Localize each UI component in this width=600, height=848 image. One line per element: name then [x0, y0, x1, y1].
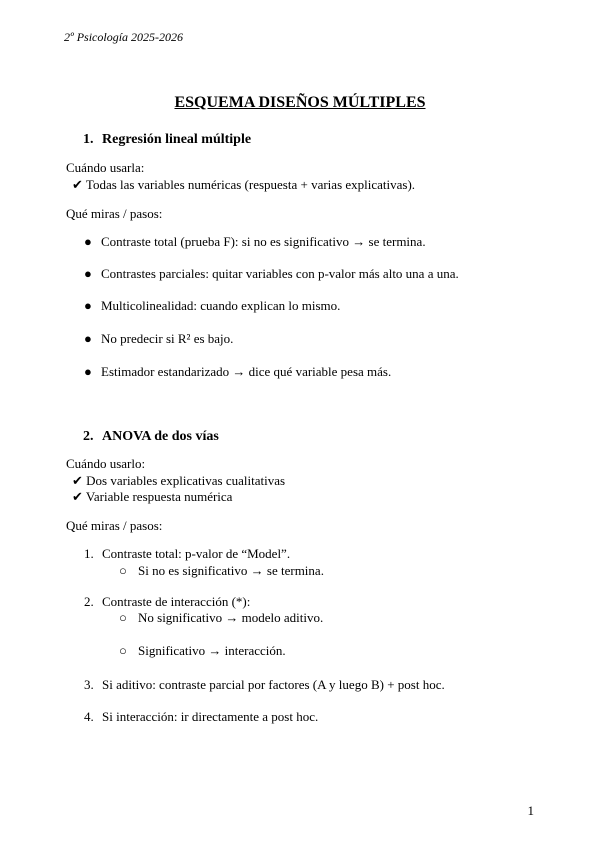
circle-bullet-icon: ○: [119, 610, 127, 625]
section1-bullet: [84, 364, 391, 380]
section2-steps-label: Qué miras / pasos:: [66, 518, 163, 533]
section2-substep: [119, 563, 324, 579]
bullet-dot-icon: ●: [84, 266, 92, 281]
substep-text: Si no es significativo → se termina.: [138, 563, 324, 578]
section2-substep: [119, 610, 323, 626]
section1-bullet: [84, 298, 340, 314]
substep-text: Significativo → interacción.: [138, 643, 286, 658]
section1-bullet-text: Estimador estandarizado → dice qué variable pesa más.: [101, 364, 392, 379]
bullet-dot-icon: ●: [84, 331, 92, 346]
step-number: 2.: [84, 594, 94, 609]
bullet-dot-icon: ●: [84, 298, 92, 313]
section2-when-item: ✔ Dos variables explicativas cualitativas: [72, 473, 286, 488]
section2-number: 2.: [83, 429, 94, 444]
bullet-dot-icon: ●: [84, 364, 92, 379]
step-number: 1.: [84, 546, 94, 561]
bullet-dot-icon: ●: [84, 234, 92, 249]
section1-bullet-text: Multicolinealidad: cuando explican lo mismo.: [101, 298, 341, 313]
section2-step: [84, 546, 290, 562]
section2-when-item: ✔ Variable respuesta numérica: [72, 489, 233, 504]
page-header: 2º Psicología 2025-2026: [64, 30, 184, 44]
page-number: 1: [527, 803, 534, 818]
step-text: Contraste total: p-valor de “Model”.: [102, 546, 291, 561]
section2-title: ANOVA de dos vías: [102, 429, 219, 444]
section1-bullet-text: Contrastes parciales: quitar variables con p-valor más alto una a una.: [101, 266, 459, 281]
page-title: ESQUEMA DISEÑOS MÚLTIPLES: [174, 94, 426, 111]
step-number: 3.: [84, 677, 94, 692]
section2-substep: [119, 643, 286, 659]
section1-bullet-text: No predecir si R² es bajo.: [101, 331, 234, 346]
step-text: Contraste de interacción (*):: [102, 594, 251, 609]
section1-bullet: [84, 266, 459, 282]
section1-bullet: [84, 234, 426, 250]
section2-step: [84, 594, 250, 610]
section2-when-label: Cuándo usarlo:: [66, 456, 146, 471]
section1-number: 1.: [83, 132, 94, 147]
step-number: 4.: [84, 709, 94, 724]
section1-bullet-text: Contraste total (prueba F): si no es significativo → se termina.: [101, 234, 426, 249]
section1-when-label: Cuándo usarla:: [66, 160, 145, 175]
section2-step: [84, 677, 445, 693]
section1-heading: [83, 131, 251, 149]
section2-step: [84, 709, 318, 725]
section1-title: Regresión lineal múltiple: [102, 132, 252, 147]
section1-steps-label: Qué miras / pasos:: [66, 206, 163, 221]
step-text: Si aditivo: contraste parcial por factores (A y luego B) + post hoc.: [102, 677, 445, 692]
section2-heading: [83, 428, 219, 446]
substep-text: No significativo → modelo aditivo.: [138, 610, 324, 625]
circle-bullet-icon: ○: [119, 643, 127, 658]
circle-bullet-icon: ○: [119, 563, 127, 578]
section1-bullet: [84, 331, 233, 347]
step-text: Si interacción: ir directamente a post hoc.: [102, 709, 319, 724]
section1-when-item: ✔ Todas las variables numéricas (respuesta + varias explicativas).: [72, 177, 416, 192]
